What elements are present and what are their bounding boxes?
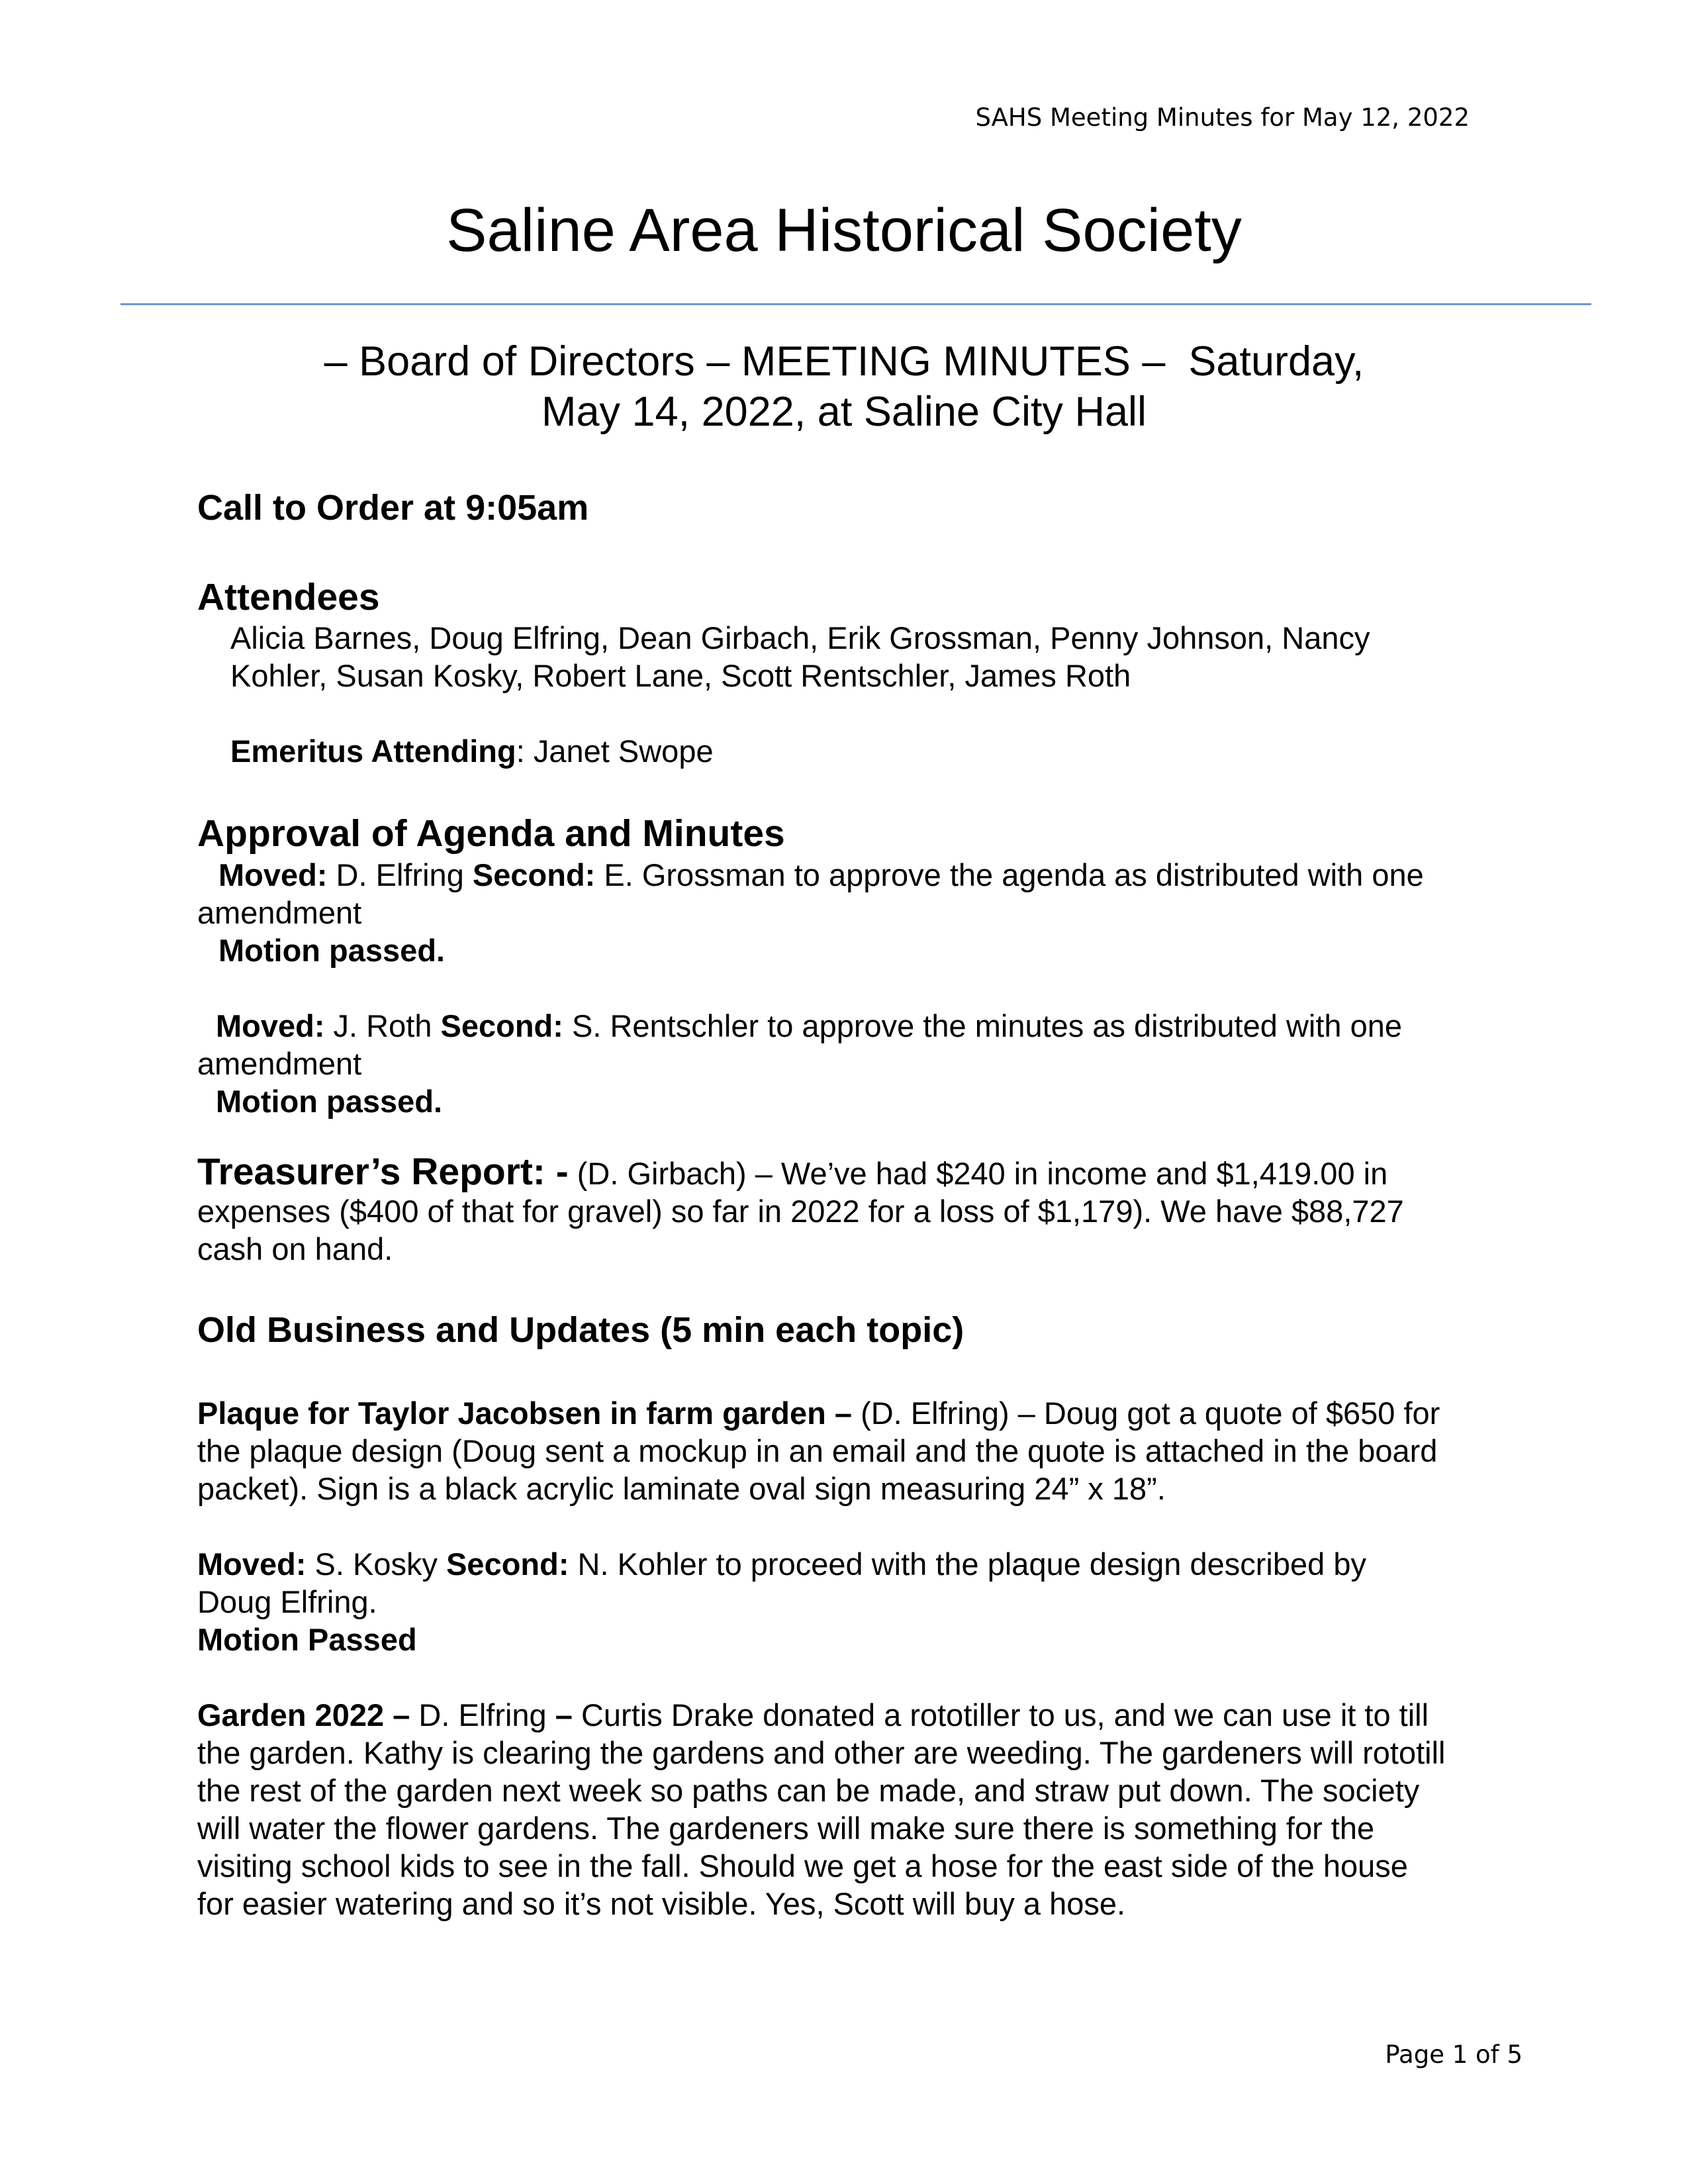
garden-dash: – (555, 1697, 573, 1733)
plaque-line-1: (D. Elfring) – Doug got a quote of $650 for (852, 1396, 1440, 1431)
attendees-heading: Attendees (197, 576, 380, 618)
moved-label: Moved: (218, 857, 328, 892)
approval-heading: Approval of Agenda and Minutes (197, 812, 785, 855)
old-business-heading: Old Business and Updates (5 min each topic) (197, 1310, 964, 1350)
emeritus-attending (230, 732, 714, 770)
subtitle-line-1: – Board of Directors – MEETING MINUTES – Saturday, (324, 338, 1364, 385)
motion-result: Motion passed. (216, 1084, 443, 1119)
document-subtitle (0, 336, 1688, 437)
treasurer-report (197, 1153, 1404, 1268)
moved-value: D. Elfring (327, 857, 473, 892)
attendees-line-1: Alicia Barnes, Doug Elfring, Dean Girbach, Erik Grossman, Penny Johnson, Nancy (230, 620, 1370, 655)
garden-title: Garden 2022 – (197, 1697, 410, 1733)
moved-label: Moved: (216, 1008, 325, 1043)
moved-label: Moved: (197, 1546, 306, 1582)
motion-1 (197, 856, 1424, 969)
second-value: S. Rentschler to approve the minutes as distributed with one (563, 1008, 1403, 1043)
garden-line-6: for easier watering and so it’s not visible. Yes, Scott will buy a hose. (197, 1886, 1126, 1921)
plaque-line-3: packet). Sign is a black acrylic laminate oval sign measuring 24” x 18”. (197, 1471, 1166, 1506)
treasurer-line-2: expenses ($400 of that for gravel) so far in 2022 for a loss of $1,179). We have $88,727 (197, 1194, 1404, 1229)
motion-continuation: Doug Elfring. (197, 1584, 377, 1619)
second-label: Second: (446, 1546, 569, 1582)
attendees-list (230, 619, 1370, 694)
moved-value: S. Kosky (306, 1546, 447, 1582)
running-header: SAHS Meeting Minutes for May 12, 2022 (975, 103, 1470, 132)
treasurer-line-1: (D. Girbach) – We’ve had $240 in income and $1,419.00 in (568, 1156, 1388, 1191)
attendees-line-2: Kohler, Susan Kosky, Robert Lane, Scott Rentschler, James Roth (230, 658, 1131, 693)
second-label: Second: (472, 857, 596, 892)
second-value: N. Kohler to proceed with the plaque design described by (569, 1546, 1366, 1582)
garden-line-5: visiting school kids to see in the fall. Should we get a hose for the east side of the house (197, 1848, 1408, 1883)
motion-continuation: amendment (197, 895, 362, 930)
garden-line-4: will water the flower gardens. The gardeners will make sure there is something for the (197, 1811, 1375, 1846)
garden-item (197, 1696, 1446, 1923)
garden-line-1: Curtis Drake donated a rototiller to us, and we can use it to till (572, 1697, 1429, 1733)
plaque-line-2: the plaque design (Doug sent a mockup in an email and the quote is attached in the board (197, 1433, 1438, 1468)
garden-line-3: the rest of the garden next week so paths can be made, and straw put down. The society (197, 1773, 1420, 1808)
document-title: Saline Area Historical Society (446, 197, 1242, 264)
call-to-order-heading: Call to Order at 9:05am (197, 488, 589, 528)
second-label: Second: (440, 1008, 563, 1043)
second-value: E. Grossman to approve the agenda as distributed with one (595, 857, 1424, 892)
moved-value: J. Roth (324, 1008, 441, 1043)
title-divider (120, 303, 1591, 305)
plaque-title: Plaque for Taylor Jacobsen in farm garden – (197, 1396, 853, 1431)
garden-line-2: the garden. Kathy is clearing the gardens and other are weeding. The gardeners will rototill (197, 1735, 1446, 1770)
motion-result: Motion Passed (197, 1622, 417, 1657)
motion-continuation: amendment (197, 1046, 362, 1081)
page-number: Page 1 of 5 (1385, 2040, 1523, 2069)
emeritus-value: : Janet Swope (516, 734, 714, 769)
motion-2 (197, 1007, 1402, 1120)
treasurer-line-3: cash on hand. (197, 1231, 393, 1266)
motion-result: Motion passed. (218, 933, 445, 968)
plaque-motion (197, 1545, 1366, 1658)
subtitle-line-2: May 14, 2022, at Saline City Hall (541, 389, 1147, 435)
garden-author: D. Elfring (410, 1697, 555, 1733)
treasurer-heading: Treasurer’s Report: - (197, 1151, 569, 1193)
plaque-item (197, 1394, 1440, 1507)
emeritus-label: Emeritus Attending (230, 734, 516, 769)
